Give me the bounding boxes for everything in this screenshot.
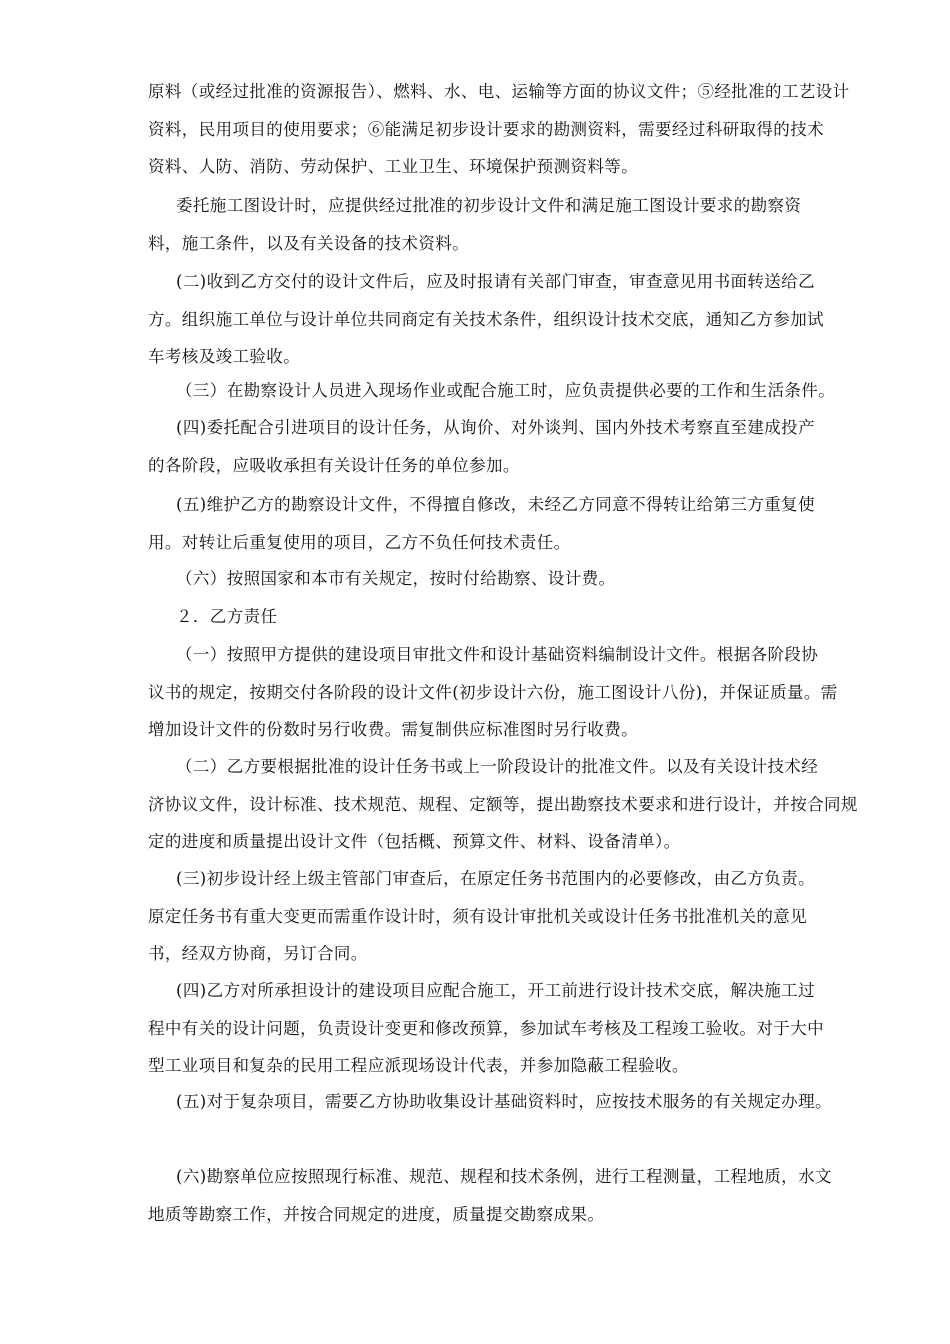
text-line: (二)收到乙方交付的设计文件后，应及时报请有关部门审查，审查意见用书面转送给乙 bbox=[176, 272, 815, 291]
text-line: 车考核及竣工验收。 bbox=[148, 347, 301, 366]
text-line: 方。组织施工单位与设计单位共同商定有关技术条件，组织设计技术交底，通知乙方参加试 bbox=[148, 309, 824, 329]
text-line: 书，经双方协商，另订合同。 bbox=[148, 944, 368, 963]
text-line: 委托施工图设计时，应提供经过批准的初步设计文件和满足施工图设计要求的勘察资 bbox=[176, 196, 802, 215]
text-line: 资料，民用项目的使用要求；⑥能满足初步设计要求的勘测资料，需要经过科研取得的技术 bbox=[148, 119, 824, 139]
paragraph-party-b-item-1 bbox=[148, 636, 838, 749]
paragraph-party-b-item-2 bbox=[148, 748, 858, 861]
text-line: 料，施工条件，以及有关设备的技术资料。 bbox=[148, 233, 470, 253]
text-line: (五)对于复杂项目，需要乙方协助收集设计基础资料时，应按技术服务的有关规定办理。 bbox=[176, 1092, 832, 1111]
text-line: 济协议文件，设计标准、技术规范、规程、定额等，提出勘察技术要求和进行设计，并按合同规 bbox=[148, 794, 858, 814]
text-line: (四)委托配合引进项目的设计任务，从询价、对外谈判、国内外技术考察直至建成投产 bbox=[176, 418, 815, 437]
paragraph-materials-list bbox=[148, 73, 850, 186]
text-line: 增加设计文件的份数时另行收费。需复制供应标准图时另行收费。 bbox=[148, 720, 639, 739]
section-title: ２．乙方责任 bbox=[176, 607, 278, 626]
paragraph-construction-drawing bbox=[148, 187, 812, 262]
text-line: (四)乙方对所承担设计的建设项目应配合施工，开工前进行设计技术交底，解决施工过 bbox=[176, 981, 815, 1000]
paragraph-party-a-item-6 bbox=[148, 560, 812, 598]
text-line: （三）在勘察设计人员进入现场作业或配合施工时，应负责提供必要的工作和生活条件。 bbox=[176, 381, 836, 400]
section-heading-party-b bbox=[148, 598, 812, 636]
text-line: 型工业项目和复杂的民用工程应派现场设计代表，并参加隐蔽工程验收。 bbox=[148, 1056, 689, 1075]
text-line: 的各阶段，应吸收承担有关设计任务的单位参加。 bbox=[148, 455, 520, 475]
text-line: 议书的规定，按期交付各阶段的设计文件(初步设计六份，施工图设计八份)，并保证质量。需 bbox=[148, 682, 838, 702]
text-line: 用。对转让后重复使用的项目，乙方不负任何技术责任。 bbox=[148, 532, 571, 552]
text-line: （六）按照国家和本市有关规定，按时付给勘察、设计费。 bbox=[176, 569, 616, 588]
paragraph-party-b-item-4 bbox=[148, 972, 824, 1085]
text-line: 原料（或经过批准的资源报告）、燃料、水、电、运输等方面的协议文件；⑤经批准的工艺设计 bbox=[148, 82, 850, 101]
paragraph-party-b-item-5 bbox=[148, 1083, 832, 1121]
text-line: 资料、人防、消防、劳动保护、工业卫生、环境保护预测资料等。 bbox=[148, 157, 639, 176]
paragraph-party-a-item-4 bbox=[148, 409, 815, 484]
paragraph-party-a-item-5 bbox=[148, 486, 815, 561]
text-line: (五)维护乙方的勘察设计文件，不得擅自修改，未经乙方同意不得转让给第三方重复使 bbox=[176, 495, 815, 514]
paragraph-party-b-item-6 bbox=[148, 1158, 832, 1233]
paragraph-party-a-item-2 bbox=[148, 263, 824, 376]
text-line: （二）乙方要根据批准的设计任务书或上一阶段设计的批准文件。以及有关设计技术经 bbox=[176, 757, 819, 776]
paragraph-party-b-item-3 bbox=[148, 860, 815, 973]
text-line: 程中有关的设计问题，负责设计变更和修改预算，参加试车考核及工程竣工验收。对于大中 bbox=[148, 1018, 824, 1038]
paragraph-party-a-item-3 bbox=[148, 372, 836, 410]
text-line: 地质等勘察工作，并按合同规定的进度，质量提交勘察成果。 bbox=[148, 1204, 605, 1224]
text-line: 定的进度和质量提出设计文件（包括概、预算文件、材料、设备清单）。 bbox=[148, 832, 681, 851]
text-line: 原定任务书有重大变更而需重作设计时，须有设计审批机关或设计任务书批准机关的意见 bbox=[148, 906, 808, 926]
text-line: (三)初步设计经上级主管部门审查后，在原定任务书范围内的必要修改，由乙方负责。 bbox=[176, 869, 815, 888]
text-line: （一）按照甲方提供的建设项目审批文件和设计基础资料编制设计文件。根据各阶段协 bbox=[176, 645, 819, 664]
text-line: (六)勘察单位应按照现行标准、规范、规程和技术条例，进行工程测量，工程地质，水文 bbox=[176, 1167, 832, 1186]
